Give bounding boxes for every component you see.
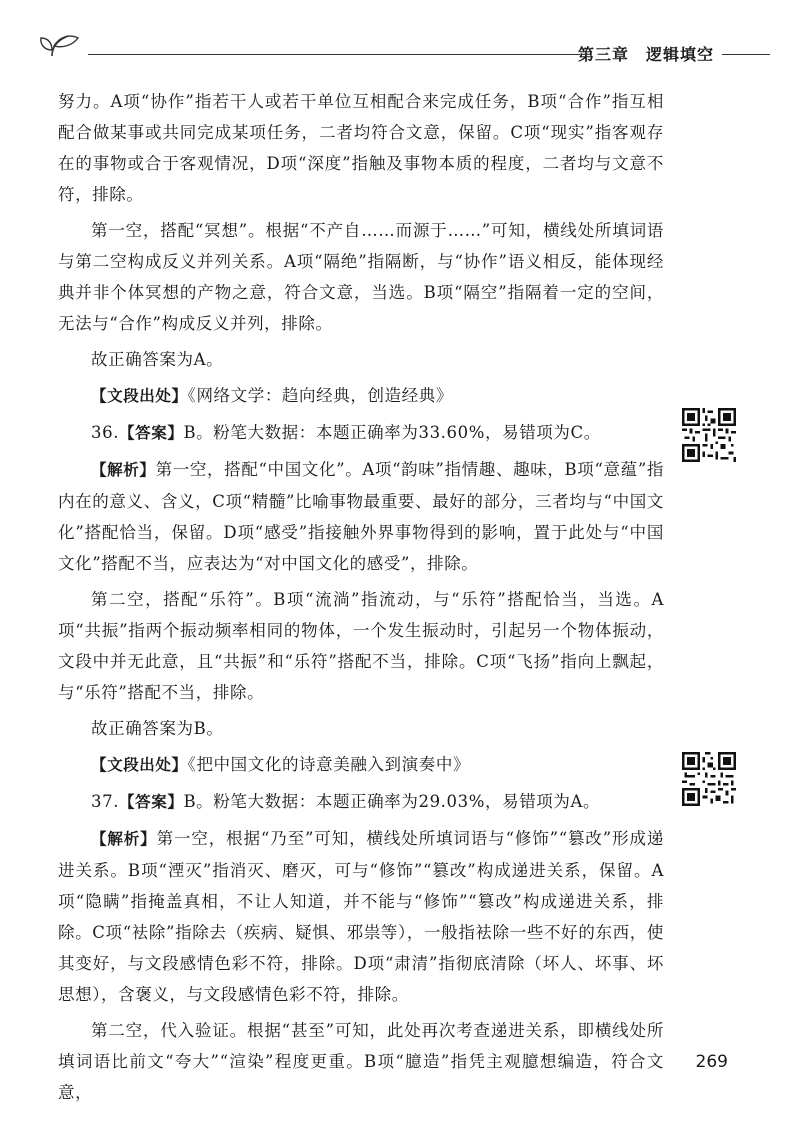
- qr-code-icon[interactable]: [682, 752, 736, 806]
- chapter-title: 第三章 逻辑填空: [577, 45, 714, 64]
- paragraph-text: 第二空，代入验证。根据“甚至”可知，此处再次考查递进关系，即横线处所填词语比前文“夸大”“渲染”程度更重。B项“臆造”指凭主观臆想编造，符合文意，: [58, 1021, 664, 1102]
- paragraph: [58, 344, 664, 375]
- analysis-paragraph: [58, 823, 664, 1010]
- answer-line: [58, 786, 664, 818]
- paragraph: [58, 1015, 664, 1108]
- paragraph-text: 第二空，搭配“乐符”。B项“流淌”指流动，与“乐符”搭配恰当，当选。A项“共振”指两个振动频率相同的物体，一个发生振动时，引起另一个物体振动，文段中并无此意，且“共振”和“乐符”搭配不当，排除。C项“飞扬”指向上飘起，与“乐符”搭配不当，排除。: [58, 590, 664, 702]
- source-title: 《网络文学：趋向经典，创造经典》: [187, 386, 453, 405]
- answer-text: B。粉笔大数据：本题正确率为29.03%，易错项为A。: [183, 792, 601, 811]
- header-rule-right: [722, 54, 770, 55]
- qr-code-icon[interactable]: [682, 408, 736, 462]
- paragraph: [58, 584, 664, 708]
- source-citation: [58, 749, 664, 781]
- label-source: 【文段出处】: [91, 756, 188, 774]
- paragraph-text: 努力。A项“协作”指若干人或若干单位互相配合来完成任务，B项“合作”指互相配合做某事或共同完成某项任务，二者均符合文意，保留。C项“现实”指客观存在的事物或合于客观情况，D项“深度”指触及事物本质的程度，二者均与文意不符，排除。: [58, 92, 664, 204]
- question-number: 37.: [91, 792, 120, 811]
- label-analysis: 【解析】: [91, 830, 157, 848]
- header-rule-left: [88, 54, 580, 55]
- paragraph: [58, 713, 664, 744]
- label-analysis: 【解析】: [91, 461, 156, 479]
- question-number: 36.: [91, 423, 120, 442]
- analysis-text: 第一空，搭配“中国文化”。A项“韵味”指情趣、趣味，B项“意蕴”指内在的意义、含义，C项“精髓”比喻事物最重要、最好的部分，三者均与“中国文化”搭配恰当，保留。D项“感受”指接触外界事物得到的影响，置于此处与“中国文化”搭配不当，应表达为“对中国文化的感受”，排除。: [58, 460, 665, 573]
- answer-text: B。粉笔大数据：本题正确率为33.60%，易错项为C。: [183, 423, 601, 442]
- label-answer: 【答案】: [119, 793, 184, 811]
- source-title: 《把中国文化的诗意美融入到演奏中》: [187, 755, 471, 774]
- paragraph-text: 第一空，搭配“冥想”。根据“不产自……而源于……”可知，横线处所填词语与第二空构成反义并列关系。A项“隔绝”指隔断，与“协作”语义相反，能体现经典并非个体冥想的产物之意，符合文意，当选。B项“隔空”指隔着一定的空间，无法与“合作”构成反义并列，排除。: [58, 221, 664, 333]
- paragraph-text: 故正确答案为A。: [91, 350, 224, 369]
- page-header: [30, 28, 770, 68]
- source-citation: [58, 380, 664, 412]
- analysis-paragraph: [58, 454, 664, 579]
- analysis-text: 第一空，根据“乃至”可知，横线处所填词语与“修饰”“篡改”形成递进关系。B项“湮灭”指消灭、磨灭，可与“修饰”“篡改”构成递进关系，保留。A项“隐瞒”指掩盖真相，不让人知道，并不能与“修饰”“篡改”构成递进关系，排除。C项“袪除”指除去（疾病、疑惧、邪祟等），一般指袪除一些不好的东西，使其变好，与文段感情色彩不符，排除。D项“肃清”指彻底清除（坏人、坏事、坏思想），含褒义，与文段感情色彩不符，排除。: [58, 829, 665, 1004]
- label-source: 【文段出处】: [91, 387, 188, 405]
- paragraph-text: 故正确答案为B。: [91, 719, 224, 738]
- paragraph: [58, 86, 664, 210]
- leaf-icon: [38, 30, 88, 60]
- label-answer: 【答案】: [119, 424, 184, 442]
- answer-line: [58, 417, 664, 449]
- page-number: 269: [695, 1052, 728, 1072]
- page-content: [58, 86, 664, 1113]
- paragraph: [58, 215, 664, 339]
